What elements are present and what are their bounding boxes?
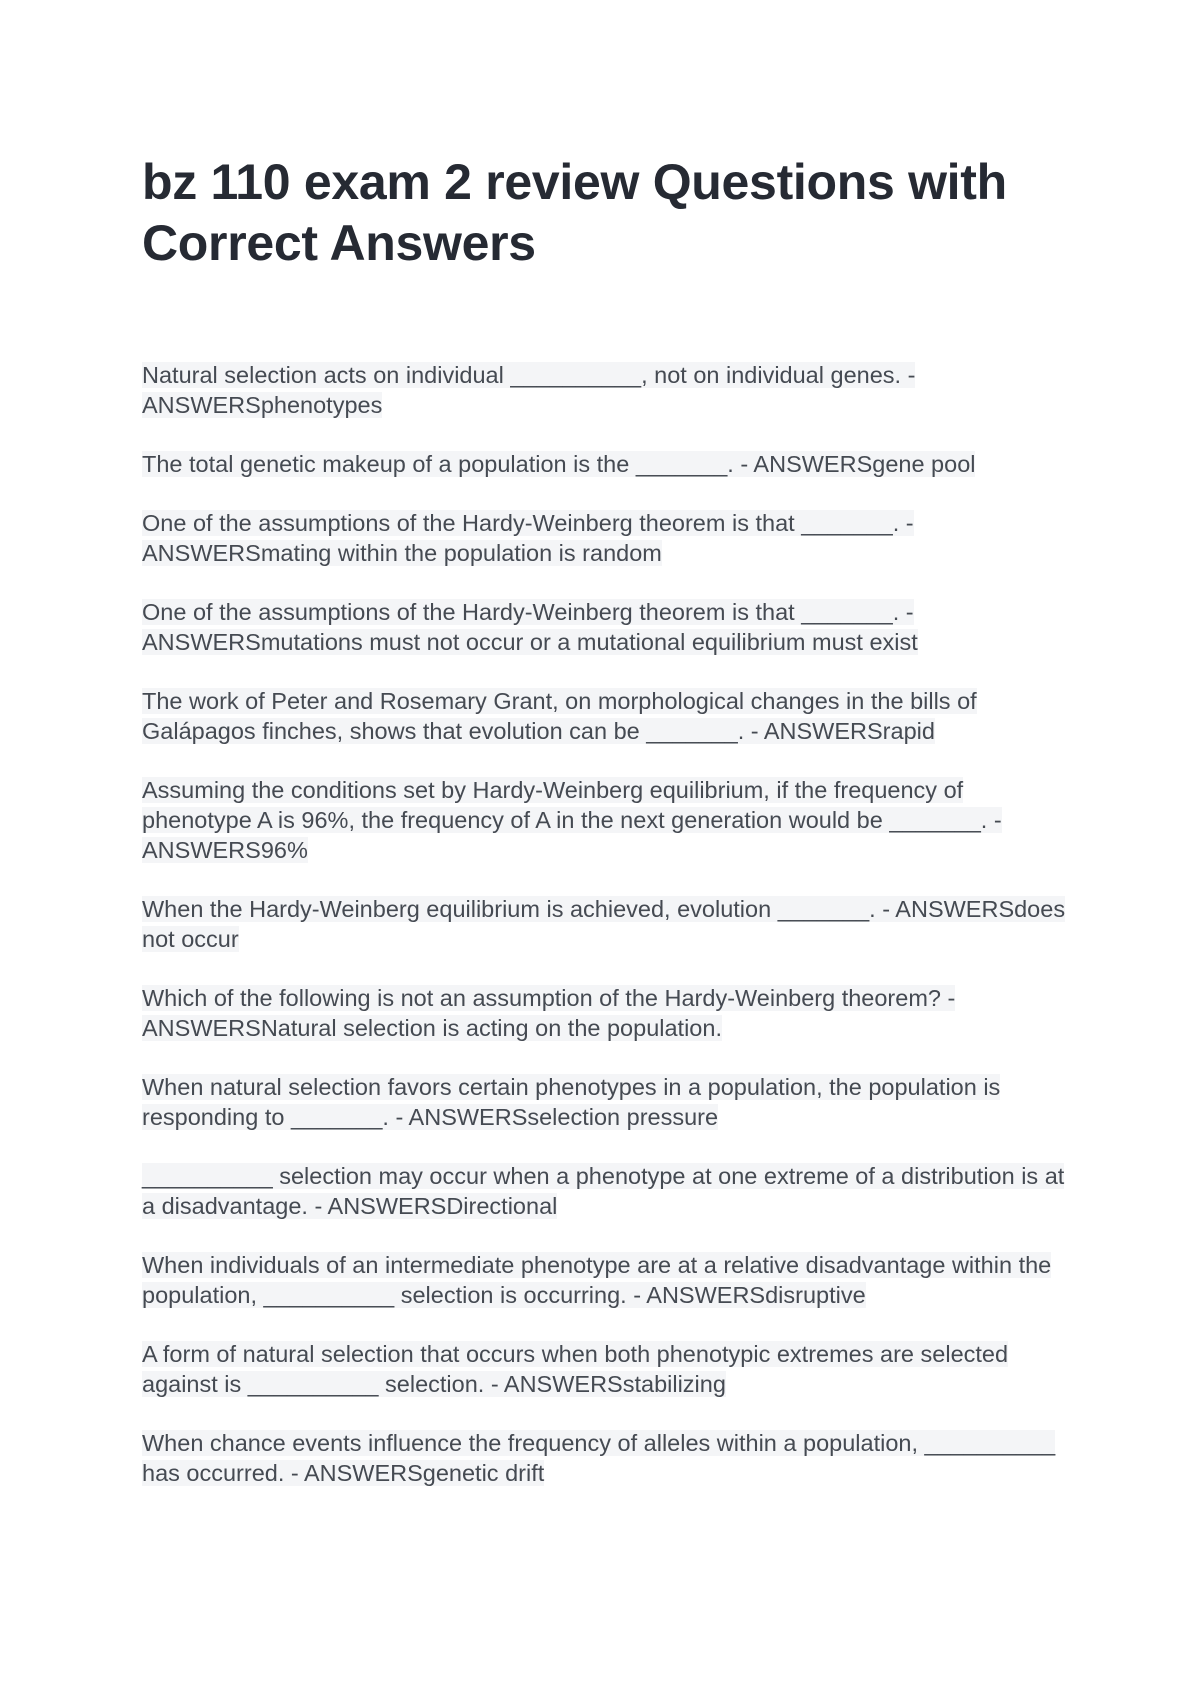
qa-item	[142, 1339, 1072, 1399]
qa-text: Assuming the conditions set by Hardy-Weinberg equilibrium, if the frequency of phenotype A is 96%, the frequency of A in the next generation would be _______. - ANSWERS96%	[142, 777, 1002, 863]
qa-item	[142, 508, 1072, 568]
qa-text: The work of Peter and Rosemary Grant, on morphological changes in the bills of Galápagos finches, shows that evolution can be _______. - ANSWERSrapid	[142, 688, 977, 744]
qa-text: When individuals of an intermediate phenotype are at a relative disadvantage within the population, __________ selection is occurring. - ANSWERSdisruptive	[142, 1252, 1052, 1308]
qa-text: One of the assumptions of the Hardy-Weinberg theorem is that _______. - ANSWERSmating within the population is random	[142, 510, 914, 566]
qa-item	[142, 449, 1072, 479]
qa-text: Natural selection acts on individual __________, not on individual genes. - ANSWERSphenotypes	[142, 362, 916, 418]
qa-item	[142, 983, 1072, 1043]
qa-item	[142, 360, 1072, 420]
qa-text: Which of the following is not an assumption of the Hardy-Weinberg theorem? - ANSWERSNatural selection is acting on the population.	[142, 985, 956, 1041]
qa-text: One of the assumptions of the Hardy-Weinberg theorem is that _______. - ANSWERSmutations must not occur or a mutational equilibrium must exist	[142, 599, 918, 655]
qa-item	[142, 775, 1072, 865]
qa-text: When chance events influence the frequency of alleles within a population, __________ has occurred. - ANSWERSgenetic drift	[142, 1430, 1056, 1486]
qa-item	[142, 1161, 1072, 1221]
qa-item	[142, 1428, 1072, 1488]
qa-item	[142, 1072, 1072, 1132]
page-title: bz 110 exam 2 review Questions with Correct Answers	[142, 154, 1007, 271]
qa-item	[142, 597, 1072, 657]
qa-item	[142, 686, 1072, 746]
qa-text: __________ selection may occur when a phenotype at one extreme of a distribution is at a disadvantage. - ANSWERSDirectional	[142, 1163, 1065, 1219]
qa-item	[142, 1250, 1072, 1310]
qa-text: A form of natural selection that occurs when both phenotypic extremes are selected against is __________ selection. - ANSWERSstabilizing	[142, 1341, 1009, 1397]
qa-text: When natural selection favors certain phenotypes in a population, the population is responding to _______. - ANSWERSselection pressure	[142, 1074, 1001, 1130]
qa-item	[142, 894, 1072, 954]
qa-text: When the Hardy-Weinberg equilibrium is achieved, evolution _______. - ANSWERSdoes not occur	[142, 896, 1066, 952]
qa-list	[142, 360, 1072, 1517]
qa-text: The total genetic makeup of a population is the _______. - ANSWERSgene pool	[142, 451, 976, 477]
